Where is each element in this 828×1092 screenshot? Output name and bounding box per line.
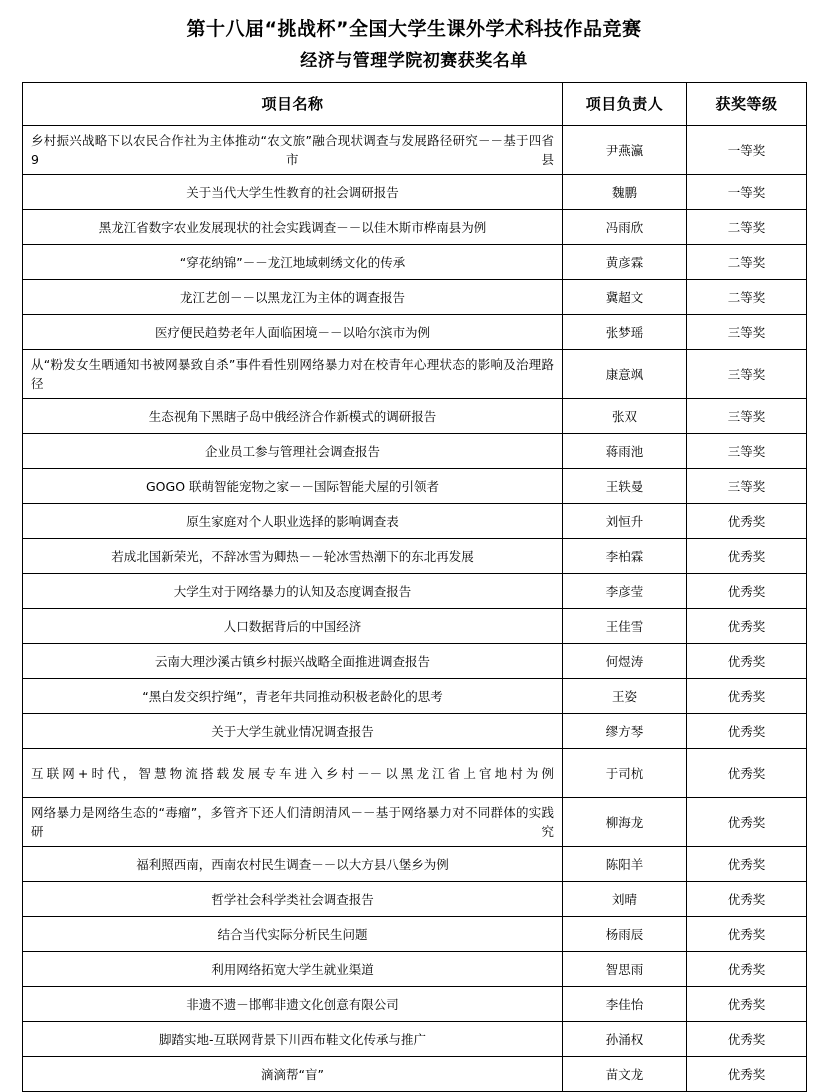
cell-leader: 王轶曼 bbox=[563, 469, 687, 504]
table-row bbox=[23, 1057, 807, 1092]
cell-project-name: 非遗不遗－邯郸非遗文化创意有限公司 bbox=[23, 987, 563, 1022]
page-title-secondary: 经济与管理学院初赛获奖名单 bbox=[300, 51, 528, 71]
cell-project-name: 结合当代实际分析民生问题 bbox=[23, 917, 563, 952]
cell-project-name: 脚踏实地-互联网背景下川西布鞋文化传承与推广 bbox=[23, 1022, 563, 1057]
table-row bbox=[23, 539, 807, 574]
cell-award-level: 三等奖 bbox=[687, 350, 807, 399]
table-row bbox=[23, 917, 807, 952]
table-row bbox=[23, 504, 807, 539]
table-row bbox=[23, 469, 807, 504]
cell-project-name: 云南大理沙溪古镇乡村振兴战略全面推进调查报告 bbox=[23, 644, 563, 679]
table-row bbox=[23, 280, 807, 315]
table-row bbox=[23, 714, 807, 749]
cell-leader: 刘恒升 bbox=[563, 504, 687, 539]
table-row bbox=[23, 609, 807, 644]
cell-leader: 于司杭 bbox=[563, 749, 687, 798]
column-header-leader: 项目负责人 bbox=[563, 83, 687, 126]
cell-leader: 柳海龙 bbox=[563, 798, 687, 847]
column-header-project-name: 项目名称 bbox=[23, 83, 563, 126]
table-row bbox=[23, 987, 807, 1022]
cell-award-level: 优秀奖 bbox=[687, 574, 807, 609]
cell-award-level: 三等奖 bbox=[687, 434, 807, 469]
table-row bbox=[23, 679, 807, 714]
cell-award-level: 三等奖 bbox=[687, 399, 807, 434]
cell-award-level: 优秀奖 bbox=[687, 798, 807, 847]
table-row bbox=[23, 315, 807, 350]
cell-project-name: 互联网+时代，智慧物流搭载发展专车进入乡村－－以黑龙江省上官地村为例 bbox=[23, 749, 563, 798]
cell-leader: 刘晴 bbox=[563, 882, 687, 917]
cell-project-name: 从“粉发女生晒通知书被网暴致自杀”事件看性别网络暴力对在校青年心理状态的影响及治理路径 bbox=[23, 350, 563, 399]
table-row bbox=[23, 434, 807, 469]
table-row bbox=[23, 350, 807, 399]
cell-leader: 李柏霖 bbox=[563, 539, 687, 574]
cell-leader: 张梦瑶 bbox=[563, 315, 687, 350]
cell-project-name: 网络暴力是网络生态的“毒瘤”，多管齐下还人们清朗清风－－基于网络暴力对不同群体的实践研究 bbox=[23, 798, 563, 847]
cell-project-name: GOGO 联萌智能宠物之家－－国际智能犬屋的引领者 bbox=[23, 469, 563, 504]
table-body bbox=[23, 126, 807, 1092]
table-row bbox=[23, 210, 807, 245]
cell-leader: 王姿 bbox=[563, 679, 687, 714]
cell-award-level: 优秀奖 bbox=[687, 847, 807, 882]
cell-award-level: 优秀奖 bbox=[687, 1057, 807, 1092]
cell-project-name: 医疗便民趋势老年人面临困境－－以哈尔滨市为例 bbox=[23, 315, 563, 350]
cell-project-name: 利用网络拓宽大学生就业渠道 bbox=[23, 952, 563, 987]
cell-award-level: 优秀奖 bbox=[687, 644, 807, 679]
cell-project-name: 生态视角下黑瞎子岛中俄经济合作新模式的调研报告 bbox=[23, 399, 563, 434]
table-row bbox=[23, 399, 807, 434]
cell-project-name: 龙江艺创－－以黑龙江为主体的调查报告 bbox=[23, 280, 563, 315]
table-row bbox=[23, 574, 807, 609]
cell-leader: 王佳雪 bbox=[563, 609, 687, 644]
cell-leader: 孙涌权 bbox=[563, 1022, 687, 1057]
table-row bbox=[23, 798, 807, 847]
cell-leader: 魏鹏 bbox=[563, 175, 687, 210]
cell-leader: 李佳怡 bbox=[563, 987, 687, 1022]
cell-award-level: 三等奖 bbox=[687, 469, 807, 504]
cell-leader: 陈阳羊 bbox=[563, 847, 687, 882]
cell-leader: 杨雨辰 bbox=[563, 917, 687, 952]
cell-project-name: 人口数据背后的中国经济 bbox=[23, 609, 563, 644]
table-row bbox=[23, 126, 807, 175]
cell-award-level: 一等奖 bbox=[687, 175, 807, 210]
cell-award-level: 优秀奖 bbox=[687, 882, 807, 917]
cell-project-name: “黑白发交织拧绳”，青老年共同推动积极老龄化的思考 bbox=[23, 679, 563, 714]
table-header bbox=[23, 83, 807, 126]
cell-leader: 张双 bbox=[563, 399, 687, 434]
cell-project-name: 若成北国新荣光，不辞冰雪为卿热－－轮冰雪热潮下的东北再发展 bbox=[23, 539, 563, 574]
cell-award-level: 一等奖 bbox=[687, 126, 807, 175]
cell-leader: 尹燕瀛 bbox=[563, 126, 687, 175]
cell-leader: 何煜涛 bbox=[563, 644, 687, 679]
cell-award-level: 优秀奖 bbox=[687, 539, 807, 574]
cell-project-name: 关于当代大学生性教育的社会调研报告 bbox=[23, 175, 563, 210]
cell-project-name: “穿花纳锦”－－龙江地域刺绣文化的传承 bbox=[23, 245, 563, 280]
cell-leader: 智思雨 bbox=[563, 952, 687, 987]
page-title-primary: 第十八届“挑战杯”全国大学生课外学术科技作品竞赛 bbox=[186, 18, 642, 40]
cell-award-level: 优秀奖 bbox=[687, 917, 807, 952]
cell-award-level: 三等奖 bbox=[687, 315, 807, 350]
cell-award-level: 二等奖 bbox=[687, 245, 807, 280]
cell-project-name: 企业员工参与管理社会调查报告 bbox=[23, 434, 563, 469]
cell-award-level: 优秀奖 bbox=[687, 987, 807, 1022]
award-list-table bbox=[22, 82, 807, 1092]
cell-leader: 蒋雨池 bbox=[563, 434, 687, 469]
cell-leader: 苗文龙 bbox=[563, 1057, 687, 1092]
table-row bbox=[23, 175, 807, 210]
cell-award-level: 二等奖 bbox=[687, 280, 807, 315]
document-title-block bbox=[22, 14, 806, 76]
cell-award-level: 二等奖 bbox=[687, 210, 807, 245]
column-header-award-level: 获奖等级 bbox=[687, 83, 807, 126]
cell-project-name: 黑龙江省数字农业发展现状的社会实践调查－－以佳木斯市桦南县为例 bbox=[23, 210, 563, 245]
cell-award-level: 优秀奖 bbox=[687, 749, 807, 798]
cell-project-name: 福利照西南，西南农村民生调查－－以大方县八堡乡为例 bbox=[23, 847, 563, 882]
cell-leader: 冀超文 bbox=[563, 280, 687, 315]
cell-leader: 李彦莹 bbox=[563, 574, 687, 609]
cell-leader: 康意飒 bbox=[563, 350, 687, 399]
cell-leader: 缪方琴 bbox=[563, 714, 687, 749]
cell-award-level: 优秀奖 bbox=[687, 679, 807, 714]
table-row bbox=[23, 882, 807, 917]
cell-project-name: 大学生对于网络暴力的认知及态度调查报告 bbox=[23, 574, 563, 609]
table-row bbox=[23, 952, 807, 987]
table-header-row bbox=[23, 83, 807, 126]
table-row bbox=[23, 749, 807, 798]
cell-project-name: 滴滴帮“盲” bbox=[23, 1057, 563, 1092]
cell-project-name: 原生家庭对个人职业选择的影响调查表 bbox=[23, 504, 563, 539]
cell-award-level: 优秀奖 bbox=[687, 609, 807, 644]
table-row bbox=[23, 1022, 807, 1057]
cell-award-level: 优秀奖 bbox=[687, 714, 807, 749]
cell-award-level: 优秀奖 bbox=[687, 504, 807, 539]
cell-project-name: 乡村振兴战略下以农民合作社为主体推动“农文旅”融合现状调查与发展路径研究－－基于四省 9 市县 bbox=[23, 126, 563, 175]
cell-project-name: 哲学社会科学类社会调查报告 bbox=[23, 882, 563, 917]
cell-leader: 冯雨欣 bbox=[563, 210, 687, 245]
table-row bbox=[23, 644, 807, 679]
cell-leader: 黄彦霖 bbox=[563, 245, 687, 280]
cell-project-name: 关于大学生就业情况调查报告 bbox=[23, 714, 563, 749]
table-row bbox=[23, 245, 807, 280]
cell-award-level: 优秀奖 bbox=[687, 952, 807, 987]
table-row bbox=[23, 847, 807, 882]
cell-award-level: 优秀奖 bbox=[687, 1022, 807, 1057]
